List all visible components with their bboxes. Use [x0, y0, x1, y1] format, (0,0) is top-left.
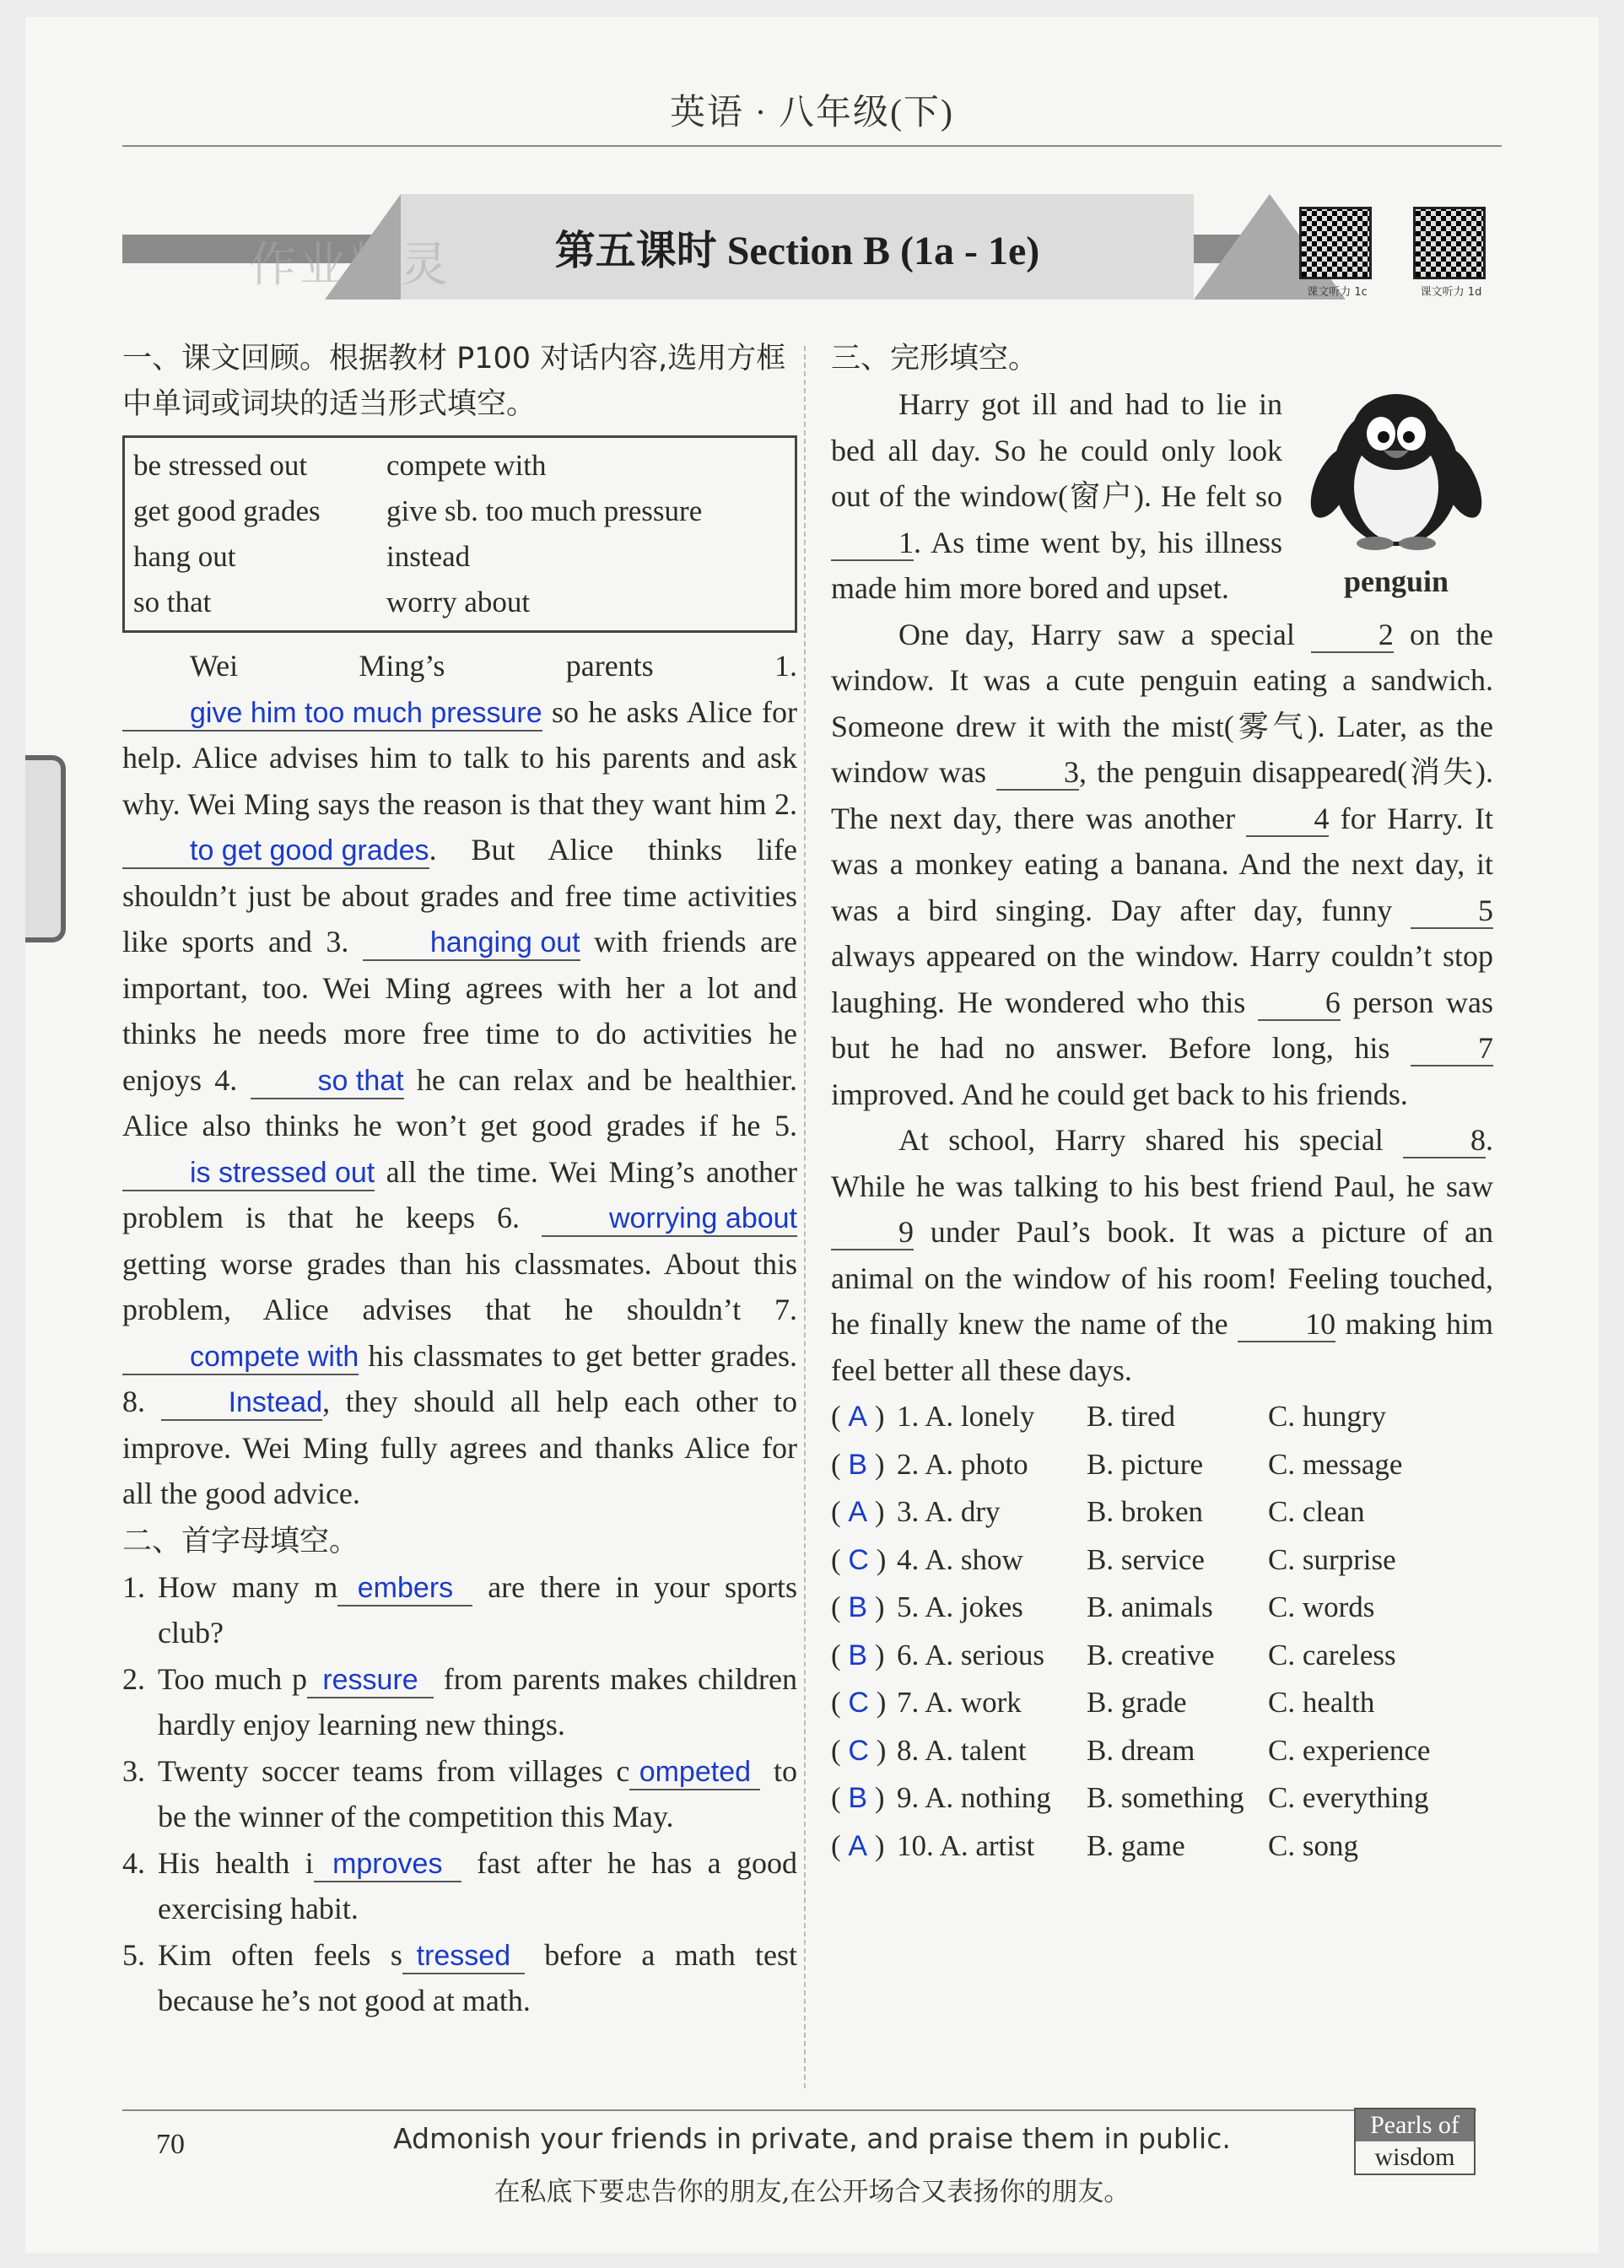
answer-blank[interactable]: mproves	[314, 1847, 461, 1882]
choice-answer[interactable]: C	[848, 1687, 869, 1719]
choice-row: ( B ) 9. A. nothing B. something C. everything	[831, 1781, 1429, 1814]
cloze-blank-1[interactable]: 1	[831, 526, 914, 561]
review-passage: Wei Ming’s parents 1. give him too much pressure so he asks Alice for help. Alice advises him to talk to his parents and ask why. Wei Ming says the reason is that they want him 2. to get good grades. But Alice thinks life shouldn’t just be about grades and free time activities like sports and 3. hanging out with friends are important, too. Wei Ming agrees with her a lot and thinks he needs more free time to do activities he enjoys 4. so that he can relax and be healthier. Alice also thinks he won’t get good grades if he 5. is stressed out all the time. Wei Ming’s another problem is that he keeps 6. worrying about getting worse grades than his classmates. About this problem, Alice advises that he shouldn’t 7. compete with his classmates to get better grades. 8. Instead, they should all help each other to improve. Wei Ming fully agrees and thanks Alice for all the good advice.	[122, 649, 798, 1510]
choice-answer[interactable]: B	[848, 1448, 868, 1481]
word-box: be stressed out compete with get good grades give sb. too much pressure hang out instead so that worry about	[122, 435, 797, 633]
lesson-title: 第五课时 Section B (1a - 1e)	[554, 229, 1040, 273]
list-item: 5. Kim often feels s tressed before a math test because he’s not good at math.	[122, 1937, 798, 2017]
cloze-paragraph-1: Harry got ill and had to lie in bed all day. So he could only look out of the window(窗户). He felt so 1. As time went by, his illness made him more bored and upset.	[831, 387, 1282, 605]
cloze-blank-2[interactable]: 2	[1311, 618, 1394, 653]
choice-row: ( B ) 6. A. serious B. creative C. careless	[831, 1638, 1396, 1671]
answer-blank[interactable]: ressure	[307, 1663, 434, 1698]
cloze-blank-4[interactable]: 4	[1246, 802, 1329, 837]
choice-answer[interactable]: B	[848, 1591, 868, 1623]
section1-heading: 一、课文回顾。根据教材 P100 对话内容,选用方框中单词或词块的适当形式填空。	[122, 342, 786, 421]
penguin-illustration	[1299, 381, 1493, 598]
right-column	[831, 336, 1493, 1870]
footer-rule	[122, 2109, 1476, 2111]
answer-blank[interactable]: tressed	[402, 1939, 525, 1974]
penguin-icon	[1299, 381, 1493, 550]
pearls-of-wisdom-badge: Pearls of wisdom	[1354, 2108, 1476, 2175]
choice-answer[interactable]: A	[848, 1401, 868, 1433]
choice-row: ( C ) 7. A. work B. grade C. health	[831, 1686, 1375, 1719]
section2-heading: 二、首字母填空。	[122, 1524, 359, 1558]
cloze-paragraph-2: One day, Harry saw a special 2 on the window. It was a cute penguin eating a sandwich. Someone drew it with the mist(雾气). Later, as the window was 3, the penguin disappeared(消失). The next day, there was another 4 for Harry. It was a monkey eating a banana. And the next day, it was a bird singing. Day after day, funny 5 always appeared on the window. Harry couldn’t stop laughing. He wondered who this 6 person was but he had no answer. Before long, his 7 improved. And he could get back to his friends.	[831, 617, 1494, 1111]
list-item: 1. How many m embers are there in your sports club?	[122, 1569, 797, 1650]
answer-blank-3[interactable]: hanging out	[363, 926, 580, 961]
choice-row: ( A ) 10. A. artist B. game C. song	[831, 1828, 1358, 1862]
lesson-banner	[122, 194, 1482, 300]
column-divider	[804, 346, 806, 2088]
qr-code-1c[interactable]: 课文听力 1c	[1299, 207, 1375, 299]
choice-row: ( C ) 8. A. talent B. dream C. experience	[831, 1733, 1431, 1767]
quote-chinese: 在私底下要忠告你的朋友,在公开场合又表扬你的朋友。	[494, 2177, 1130, 2207]
answer-blank[interactable]: ompeted	[629, 1755, 760, 1790]
choice-answer[interactable]: A	[848, 1829, 868, 1862]
qr-code-icon	[1299, 207, 1372, 279]
left-column	[122, 336, 797, 2024]
choice-row: ( A ) 3. A. dry B. broken C. clean	[831, 1495, 1365, 1528]
cloze-blank-3[interactable]: 3	[996, 755, 1079, 791]
qr-code-icon	[1413, 207, 1486, 279]
cloze-blank-6[interactable]: 6	[1258, 986, 1341, 1021]
answer-blank[interactable]: embers	[337, 1571, 472, 1606]
choice-answer[interactable]: C	[848, 1734, 869, 1767]
list-item: 2. Too much p ressure from parents makes children hardly enjoy learning new things.	[122, 1661, 797, 1742]
choice-row: ( B ) 5. A. jokes B. animals C. words	[831, 1590, 1375, 1623]
answer-blank-4[interactable]: so that	[251, 1064, 404, 1099]
choice-answer[interactable]: B	[848, 1639, 868, 1671]
initial-letter-list	[122, 1564, 797, 2024]
list-item: 3. Twenty soccer teams from villages c ompeted to be the winner of the competition this May.	[122, 1753, 798, 1833]
answer-blank-8[interactable]: Instead	[161, 1385, 323, 1421]
answer-blank-5[interactable]: is stressed out	[122, 1156, 375, 1191]
section3-heading: 三、完形填空。	[831, 342, 1039, 375]
watermark: 作业精灵	[249, 238, 451, 293]
answer-blank-6[interactable]: worrying about	[542, 1202, 797, 1237]
page-header-title: 英语 · 八年级(下)	[670, 94, 954, 132]
header-rule	[122, 145, 1502, 147]
workbook-page	[25, 17, 1599, 2253]
page-number: 70	[156, 2129, 185, 2160]
choice-row: ( B ) 2. A. photo B. picture C. message	[831, 1447, 1403, 1481]
cloze-paragraph-3: At school, Harry shared his special 8. While he was talking to his best friend Paul, he saw 9 under Paul’s book. It was a picture of an animal on the window of his room! Feeling touched, he finally knew the name of the 10 making him feel better all these days.	[831, 1123, 1494, 1387]
choice-list	[831, 1393, 1493, 1870]
choice-answer[interactable]: A	[848, 1496, 868, 1528]
choice-answer[interactable]: C	[848, 1543, 869, 1576]
quote-english: Admonish your friends in private, and praise them in public.	[393, 2122, 1231, 2155]
qr-code-1d[interactable]: 课文听力 1d	[1413, 207, 1489, 299]
choice-answer[interactable]: B	[848, 1782, 868, 1814]
cloze-blank-7[interactable]: 7	[1411, 1031, 1493, 1066]
cloze-blank-9[interactable]: 9	[831, 1215, 914, 1250]
side-tab	[25, 755, 66, 942]
choice-row: ( A ) 1. A. lonely B. tired C. hungry	[831, 1400, 1386, 1433]
answer-blank-1[interactable]: give him too much pressure	[122, 696, 542, 732]
penguin-label: penguin	[1343, 564, 1449, 598]
choice-row: ( C ) 4. A. show B. service C. surprise	[831, 1542, 1396, 1576]
list-item: 4. His health i mproves fast after he has a good exercising habit.	[122, 1845, 798, 1925]
cloze-blank-8[interactable]: 8	[1403, 1123, 1486, 1158]
cloze-blank-5[interactable]: 5	[1411, 894, 1493, 929]
answer-blank-2[interactable]: to get good grades	[122, 834, 429, 869]
answer-blank-7[interactable]: compete with	[122, 1340, 359, 1375]
cloze-blank-10[interactable]: 10	[1238, 1307, 1335, 1342]
